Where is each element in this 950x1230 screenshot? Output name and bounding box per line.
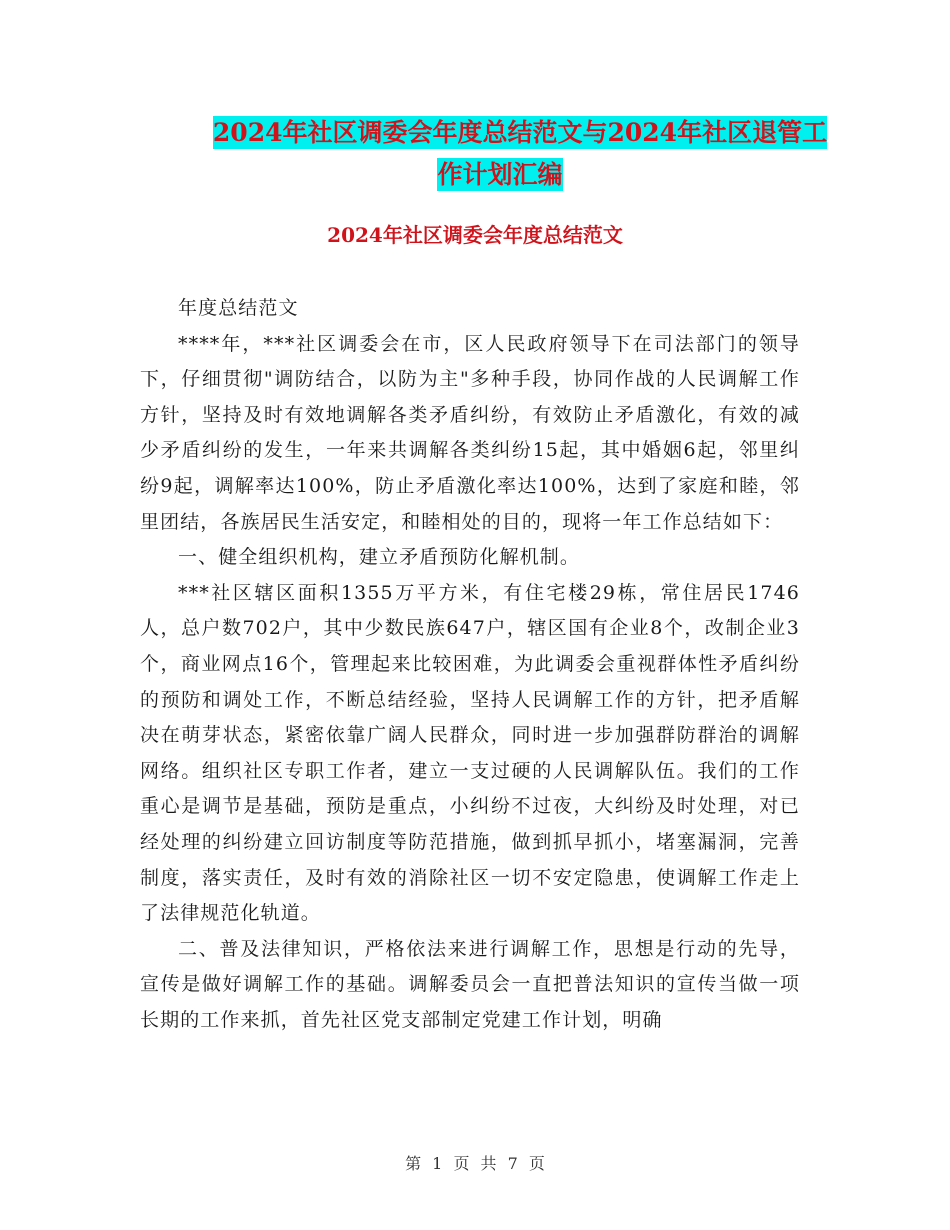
document-title-line-1: 2024年社区调委会年度总结范文与2024年社区退管工 (212, 118, 828, 147)
document-title (140, 112, 860, 196)
body-paragraph: 一、健全组织机构，建立矛盾预防化解机制。 (178, 546, 581, 569)
body-paragraph: 年度总结范文 (178, 297, 299, 319)
body-paragraph: ****年，***社区调委会在市，区人民政府领导下在司法部门的领导下，仔细贯彻"调防结合，以防为主"多种手段，协同作战的人民调解工作方针，坚持及时有效地调解各类矛盾纠纷，有效防止矛盾激化，有效的减少矛盾纠纷的发生，一年来共调解各类纠纷15起，其中婚姻6起，邻里纠纷9起，调解率达100%，防止矛盾激化率达100%，达到了家庭和睦，邻里团结，各族居民生活安定，和睦相处的目的，现将一年工作总结如下： (140, 332, 800, 533)
section-title: 2024年社区调委会年度总结范文 (327, 223, 623, 247)
document-title-line-2: 作计划汇编 (437, 160, 563, 189)
page-footer: 第 1 页 共 7 页 (405, 1154, 545, 1173)
document-body (140, 291, 800, 1038)
body-paragraph: ***社区辖区面积1355万平方米，有住宅楼29栋，常住居民1746人，总户数702户，其中少数民族647户，辖区国有企业8个，改制企业3个，商业网点16个，管理起来比较困难，为此调委会重视群体性矛盾纠纷的预防和调处工作，不断总结经验，坚持人民调解工作的方针，把矛盾解决在萌芽状态，紧密依靠广阔人民群众，同时进一步加强群防群治的调解网络。组织社区专职工作者，建立一支过硬的人民调解队伍。我们的工作重心是调节是基础，预防是重点，小纠纷不过夜，大纠纷及时处理，对已经处理的纠纷建立回访制度等防范措施，做到抓早抓小，堵塞漏洞，完善制度，落实责任，及时有效的消除社区一切不安定隐患，使调解工作走上了法律规范化轨道。 (140, 581, 800, 925)
body-paragraph: 二、普及法律知识，严格依法来进行调解工作，思想是行动的先导，宣传是做好调解工作的基础。调解委员会一直把普法知识的宣传当做一项长期的工作来抓，首先社区党支部制定党建工作计划，明确 (140, 937, 800, 1031)
